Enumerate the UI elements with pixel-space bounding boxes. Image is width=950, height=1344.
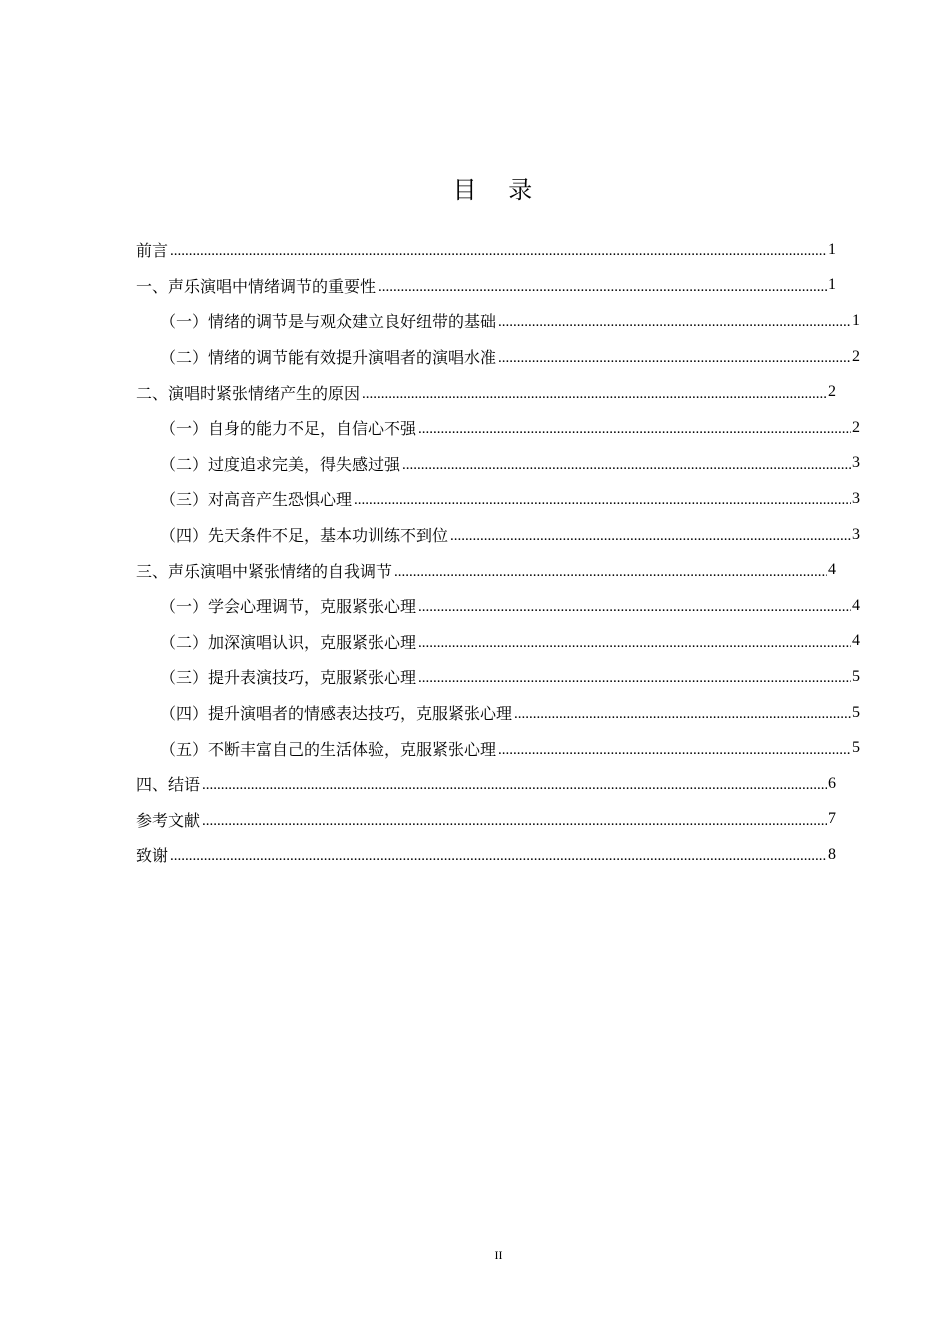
toc-entry-page: 4	[852, 596, 860, 614]
toc-entry-section-1[interactable]	[136, 268, 836, 304]
toc-entry-section-3-3[interactable]	[136, 659, 860, 695]
dot-leader	[450, 529, 851, 544]
toc-entry-page: 6	[828, 774, 836, 792]
toc-entry-page: 2	[852, 347, 860, 365]
toc-entry-label: （四）提升演唱者的情感表达技巧，克服紧张心理	[160, 701, 513, 724]
toc-entry-label: （一）学会心理调节，克服紧张心理	[160, 594, 417, 617]
toc-entry-page: 7	[828, 810, 836, 828]
toc-entry-section-3-2[interactable]	[136, 624, 860, 660]
toc-entry-label: 参考文献	[136, 808, 201, 831]
toc-entry-page: 2	[828, 383, 836, 401]
table-of-contents	[136, 232, 860, 873]
dot-leader	[202, 778, 827, 793]
toc-entry-section-2[interactable]	[136, 374, 836, 410]
dot-leader	[498, 351, 851, 366]
toc-entry-page: 4	[852, 632, 860, 650]
toc-entry-page: 3	[852, 454, 860, 472]
toc-entry-label: （一）自身的能力不足，自信心不强	[160, 416, 417, 439]
dot-leader	[418, 600, 851, 615]
toc-entry-label: （二）加深演唱认识，克服紧张心理	[160, 630, 417, 653]
dot-leader	[418, 671, 851, 686]
toc-entry-label: （三）提升表演技巧，克服紧张心理	[160, 665, 417, 688]
toc-entry-preface[interactable]	[136, 232, 836, 268]
dot-leader	[378, 280, 827, 295]
toc-entry-section-2-3[interactable]	[136, 481, 860, 517]
toc-entry-section-3-1[interactable]	[136, 588, 860, 624]
dot-leader	[170, 244, 827, 259]
toc-entry-page: 1	[828, 276, 836, 294]
toc-entry-page: 1	[828, 240, 836, 258]
page-footer-number: II	[494, 1248, 503, 1262]
toc-entry-label: 致谢	[136, 843, 169, 866]
toc-entry-section-3-5[interactable]	[136, 730, 860, 766]
toc-entry-label: （五）不断丰富自己的生活体验，克服紧张心理	[160, 737, 497, 760]
dot-leader	[498, 315, 851, 330]
dot-leader	[498, 743, 851, 758]
dot-leader	[514, 707, 851, 722]
toc-entry-section-2-1[interactable]	[136, 410, 860, 446]
toc-entry-section-2-4[interactable]	[136, 517, 860, 553]
toc-entry-section-3-4[interactable]	[136, 695, 860, 731]
toc-entry-label: （二）情绪的调节能有效提升演唱者的演唱水准	[160, 345, 497, 368]
dot-leader	[362, 387, 827, 402]
toc-entry-label: （一）情绪的调节是与观众建立良好纽带的基础	[160, 309, 497, 332]
toc-entry-page: 5	[852, 739, 860, 757]
toc-entry-section-1-1[interactable]	[136, 303, 860, 339]
toc-entry-label: （四）先天条件不足，基本功训练不到位	[160, 523, 449, 546]
toc-entry-section-3[interactable]	[136, 552, 836, 588]
toc-entry-references[interactable]	[136, 802, 836, 838]
dot-leader	[170, 849, 827, 864]
dot-leader	[418, 422, 851, 437]
toc-entry-page: 8	[828, 845, 836, 863]
toc-entry-label: 前言	[136, 238, 169, 261]
toc-entry-acknowledgements[interactable]	[136, 837, 836, 873]
page-title: 目 录	[452, 176, 545, 204]
toc-entry-label: 三、声乐演唱中紧张情绪的自我调节	[136, 559, 393, 582]
toc-entry-label: （三）对高音产生恐惧心理	[160, 487, 353, 510]
toc-entry-page: 5	[852, 703, 860, 721]
toc-entry-label: 一、声乐演唱中情绪调节的重要性	[136, 274, 377, 297]
toc-entry-section-1-2[interactable]	[136, 339, 860, 375]
toc-entry-section-2-2[interactable]	[136, 446, 860, 482]
toc-entry-page: 4	[828, 561, 836, 579]
dot-leader	[418, 636, 851, 651]
dot-leader	[354, 493, 851, 508]
toc-entry-page: 3	[852, 489, 860, 507]
dot-leader	[202, 814, 827, 829]
toc-entry-section-4[interactable]	[136, 766, 836, 802]
toc-entry-page: 5	[852, 667, 860, 685]
dot-leader	[402, 458, 851, 473]
toc-entry-page: 2	[852, 418, 860, 436]
dot-leader	[394, 565, 827, 580]
toc-entry-label: 四、结语	[136, 772, 201, 795]
toc-entry-label: （二）过度追求完美，得失感过强	[160, 452, 401, 475]
toc-entry-label: 二、演唱时紧张情绪产生的原因	[136, 381, 361, 404]
toc-entry-page: 3	[852, 525, 860, 543]
toc-entry-page: 1	[852, 311, 860, 329]
